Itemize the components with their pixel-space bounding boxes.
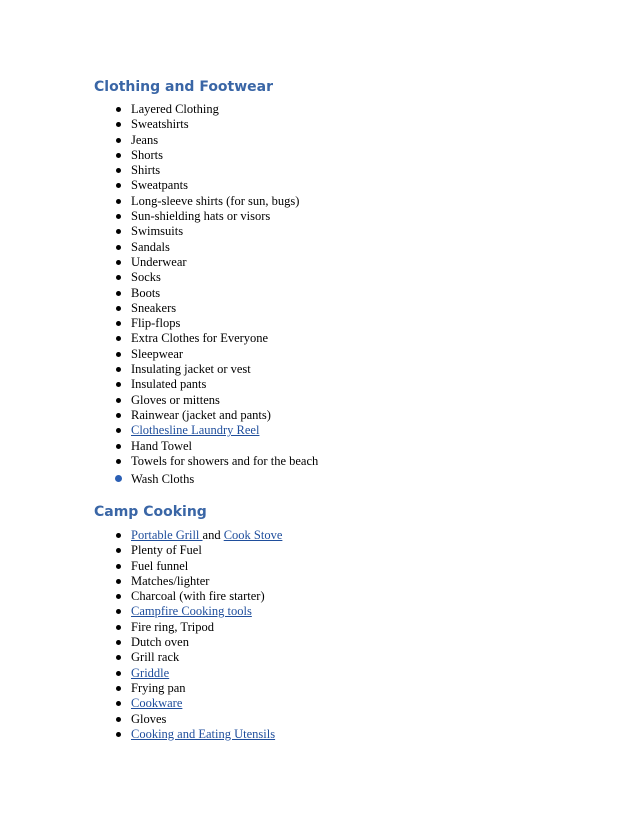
list-item: Sandals [0, 240, 318, 255]
portable-grill-link[interactable]: Portable Grill [131, 528, 203, 542]
list-item: Portable Grill and Cook Stove [0, 528, 282, 543]
bullet-icon [116, 717, 121, 722]
bullet-icon [116, 444, 121, 449]
bullet-icon [116, 352, 121, 357]
bullet-icon [116, 168, 121, 173]
camp-cooking-list [0, 528, 282, 742]
bullet-icon [116, 640, 121, 645]
bullet-icon [116, 701, 121, 706]
list-item: Hand Towel [0, 439, 318, 454]
list-item: Frying pan [0, 681, 282, 696]
bullet-icon [116, 260, 121, 265]
list-item [0, 727, 282, 742]
list-item: Underwear [0, 255, 318, 270]
bullet-icon [116, 229, 121, 234]
list-item [0, 696, 282, 711]
list-item: Boots [0, 286, 318, 301]
list-item: Grill rack [0, 650, 282, 665]
list-item: Wash Cloths [0, 469, 318, 489]
cooking-and-eating-utensils-link[interactable]: Cooking and Eating Utensils [131, 726, 276, 741]
bullet-icon [116, 153, 121, 158]
list-item: Socks [0, 270, 318, 285]
list-item [0, 604, 282, 619]
list-item: Fuel funnel [0, 559, 282, 574]
bullet-icon [116, 655, 121, 660]
bullet-icon [116, 398, 121, 403]
list-item [0, 423, 318, 438]
list-item: Jeans [0, 133, 318, 148]
bullet-icon [116, 214, 121, 219]
list-item: Sun-shielding hats or visors [0, 209, 318, 224]
bullet-icon [116, 579, 121, 584]
bullet-icon [115, 475, 122, 482]
bullet-icon [116, 428, 121, 433]
list-item: Sweatshirts [0, 117, 318, 132]
bullet-icon [116, 732, 121, 737]
bullet-icon [116, 382, 121, 387]
list-item [0, 666, 282, 681]
bullet-icon [116, 183, 121, 188]
bullet-icon [116, 275, 121, 280]
bullet-icon [116, 548, 121, 553]
list-item: Plenty of Fuel [0, 543, 282, 558]
bullet-icon [116, 245, 121, 250]
list-item: Fire ring, Tripod [0, 620, 282, 635]
clothing-list [0, 102, 318, 489]
list-item: Charcoal (with fire starter) [0, 589, 282, 604]
bullet-icon [116, 564, 121, 569]
bullet-icon [116, 122, 121, 127]
cookware-link[interactable]: Cookware [131, 696, 183, 711]
list-item: Dutch oven [0, 635, 282, 650]
section-heading-clothing: Clothing and Footwear [94, 79, 274, 95]
list-item: Towels for showers and for the beach [0, 454, 318, 469]
list-item: Insulating jacket or vest [0, 362, 318, 377]
section-heading-camp-cooking: Camp Cooking [94, 504, 207, 520]
bullet-icon [116, 138, 121, 143]
bullet-icon [116, 321, 121, 326]
list-item: Matches/lighter [0, 574, 282, 589]
list-item: Gloves [0, 712, 282, 727]
list-item: Shorts [0, 148, 318, 163]
list-item: Swimsuits [0, 224, 318, 239]
list-item: Extra Clothes for Everyone [0, 331, 318, 346]
list-item: Shirts [0, 163, 318, 178]
bullet-icon [116, 336, 121, 341]
bullet-icon [116, 533, 121, 538]
bullet-icon [116, 686, 121, 691]
bullet-icon [116, 594, 121, 599]
bullet-icon [116, 306, 121, 311]
bullet-icon [116, 367, 121, 372]
bullet-icon [116, 413, 121, 418]
list-item: Layered Clothing [0, 102, 318, 117]
bullet-icon [116, 291, 121, 296]
bullet-icon [116, 107, 121, 112]
list-item: Insulated pants [0, 377, 318, 392]
clothesline-laundry-reel-link[interactable]: Clothesline Laundry Reel [131, 423, 260, 438]
list-item: Long-sleeve shirts (for sun, bugs) [0, 194, 318, 209]
list-item: Sneakers [0, 301, 318, 316]
list-item: Sweatpants [0, 178, 318, 193]
griddle-link[interactable]: Griddle [131, 665, 170, 680]
bullet-icon [116, 459, 121, 464]
list-item: Gloves or mittens [0, 393, 318, 408]
bullet-icon [116, 671, 121, 676]
cook-stove-link[interactable]: Cook Stove [223, 528, 283, 542]
list-item: Flip-flops [0, 316, 318, 331]
bullet-icon [116, 199, 121, 204]
bullet-icon [116, 625, 121, 630]
list-item: Sleepwear [0, 347, 318, 362]
list-item: Rainwear (jacket and pants) [0, 408, 318, 423]
campfire-cooking-tools-link[interactable]: Campfire Cooking tools [131, 604, 252, 619]
bullet-icon [116, 609, 121, 614]
